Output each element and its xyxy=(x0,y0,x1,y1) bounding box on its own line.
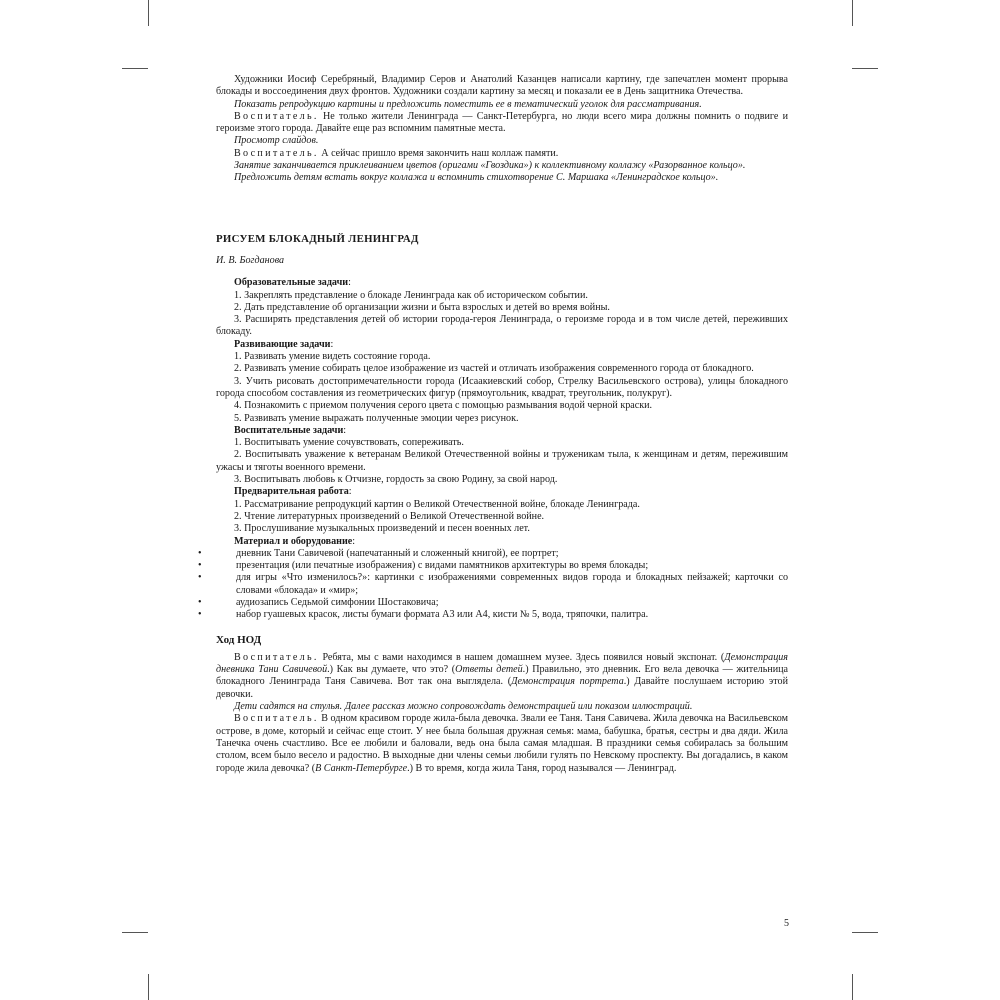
list-item: 1. Развивать умение видеть состояние города. xyxy=(234,351,431,363)
list-item: 3. Прослушивание музыкальных произведений и песен военных лет. xyxy=(234,523,530,535)
speaker-text: Не только жители Ленинграда — Санкт-Петербурга, но люди всего мира должны помнить о подвиге и героизме этого города. Давайте еще раз вспомним памятные места. xyxy=(216,110,788,135)
heading-materials xyxy=(216,536,788,548)
crop-mark-top-right-h xyxy=(852,68,878,69)
paragraph-collage-end: Занятие заканчивается приклеиванием цветов (оригами «Гвоздика») к коллективному коллажу «Разорванное кольцо». xyxy=(234,160,746,172)
heading-preliminary-work xyxy=(216,486,788,498)
list-item: 3. Воспитывать любовь к Отчизне, гордость за свою Родину, за свой народ. xyxy=(234,474,558,486)
crop-mark-top-left-h xyxy=(122,68,148,69)
crop-mark-top-left xyxy=(148,0,149,26)
list-item: 2. Развивать умение собирать целое изображение из частей и отличать изображения современного города от блокадного. xyxy=(234,363,754,375)
text-fragment: .) Как вы думаете, что это? ( xyxy=(327,664,456,676)
list-item: 5. Развивать умение выражать полученные эмоции через рисунок. xyxy=(234,412,519,424)
text-fragment: .) В то время, когда жила Таня, город назывался — Ленинград. xyxy=(407,762,677,774)
heading-colon: : xyxy=(343,424,347,436)
paragraph-marshak: Предложить детям встать вокруг коллажа и вспомнить стихотворение С. Маршака «Ленинградское кольцо». xyxy=(234,172,719,184)
heading-text: Материал и оборудование xyxy=(234,535,353,547)
speaker-label: Воспитатель. xyxy=(234,713,319,725)
section-title: РИСУЕМ БЛОКАДНЫЙ ЛЕНИНГРАД xyxy=(216,232,419,245)
italic-fragment: В Санкт-Петербурге xyxy=(315,762,408,774)
crop-mark-bottom-right-h xyxy=(852,932,878,933)
list-item: 3. Расширять представления детей об истории города-героя Ленинграда, о героизме города и в том числе детей, переживших блокаду. xyxy=(216,314,788,338)
heading-colon: : xyxy=(352,535,356,547)
text-fragment: Ребята, мы с вами находимся в нашем домашнем музее. Здесь появился новый экспонат. ( xyxy=(318,651,725,663)
text-fragment: .) Давайте послушаем историю этой девочки. xyxy=(216,676,788,700)
heading-upbringing-tasks xyxy=(216,425,788,437)
heading-educational-tasks xyxy=(216,277,788,289)
heading-text: Развивающие задачи xyxy=(234,338,331,350)
paragraph-museum xyxy=(216,652,788,701)
paragraph-artists: Художники Иосиф Серебряный, Владимир Серов и Анатолий Казанцев написали картину, где запечатлен момент прорыва блокады и воссоединения двух фронтов. Художники создали картину за месяц и показали ее в День защитника Отечества. xyxy=(216,74,788,98)
bullet-item: • дневник Тани Савичевой (напечатанный и сложенный книгой), ее портрет; xyxy=(216,548,788,560)
speaker-label: Воспитатель. xyxy=(234,110,319,122)
heading-colon: : xyxy=(348,277,351,289)
speaker-label: Воспитатель. xyxy=(234,147,319,159)
text-fragment: .) Правильно, это дневник. Его вела девочка — жительница блокадного Ленинграда Таня Савичева. Вот так она выглядела. ( xyxy=(216,664,789,688)
heading-developing-tasks xyxy=(216,339,788,351)
crop-mark-bottom-left-h xyxy=(122,932,148,933)
paragraph-slides: Просмотр слайдов. xyxy=(234,135,319,147)
crop-mark-bottom-left xyxy=(148,974,149,1000)
heading-text: Образовательные задачи xyxy=(234,277,349,289)
heading-text: Воспитательные задачи xyxy=(234,424,344,436)
list-item: 1. Воспитывать умение сочувствовать, сопереживать. xyxy=(234,437,464,449)
list-item: 2. Дать представление об организации жизни и быта взрослых и детей во время войны. xyxy=(234,301,610,313)
heading-text: Предварительная работа xyxy=(234,486,349,498)
paragraph-story xyxy=(216,713,788,774)
list-item: 3. Учить рисовать достопримечательности города (Исаакиевский собор, Стрелку Васильевского острова), улицы блокадного города способом составления из геометрических фигур (прямоугольник, квадрат, треугольник, полукруг). xyxy=(216,375,788,399)
bullet-item: • презентация (или печатные изображения) с видами памятников архитектуры во время блокады; xyxy=(216,560,788,572)
paragraph-teacher-collage xyxy=(216,148,788,160)
page-content xyxy=(216,74,788,775)
bullet-item: • набор гуашевых красок, листы бумаги формата А3 или А4, кисти № 5, вода, тряпочки, палитра. xyxy=(216,609,788,621)
italic-fragment: Демонстрация портрета xyxy=(511,676,624,688)
bullet-item: • для игры «Что изменилось?»: картинки с изображениями современных видов города и блокадных пейзажей; карточки со словами «блокада» и «мир»; xyxy=(216,572,788,597)
italic-fragment: Ответы детей xyxy=(455,664,523,676)
page-number: 5 xyxy=(784,918,789,929)
italic-fragment: Демонстрация дневника Тани Савичевой xyxy=(216,651,788,676)
list-item: 2. Чтение литературных произведений о Великой Отечественной войне. xyxy=(234,510,545,522)
bullet-item: • аудиозапись Седьмой симфонии Шостаковича; xyxy=(216,597,788,609)
crop-mark-top-right xyxy=(852,0,853,26)
speaker-text: А сейчас пришло время закончить наш коллаж памяти. xyxy=(318,147,559,159)
author-name: И. В. Богданова xyxy=(216,254,285,266)
text-fragment: В одном красивом городе жила-была девочка. Звали ее Таня. Таня Савичева. Жила девочка на Васильевском острове, в доме, который и сейчас еще стоит. У нее была большая дружная семья: мама, бабушка, братья, сестры и два дяди. Жила Танечка очень счастливо. Все ее любили и баловали, ведь она была самая младшая. В праздники семья собиралась за большим столом, всем было весело и радостно. В выходные дни члены семьи любили гулять по Невскому проспекту. Вы догадались, в каком городе жила девочка? ( xyxy=(216,713,788,774)
paragraph-children-sit: Дети садятся на стулья. Далее рассказ можно сопровождать демонстрацией или показом иллюстраций. xyxy=(234,701,693,713)
speaker-label: Воспитатель. xyxy=(234,651,319,663)
materials-list xyxy=(216,548,788,622)
list-item: 2. Воспитывать уважение к ветеранам Великой Отечественной войны и труженикам тыла, к женщинам и детям, пережившим ужасы и тяготы военного времени. xyxy=(216,449,788,473)
list-item: 1. Закреплять представление о блокаде Ленинграда как об историческом событии. xyxy=(234,289,588,301)
list-item: 4. Познакомить с приемом получения серого цвета с помощью размывания водой черной краски. xyxy=(234,400,653,412)
crop-mark-bottom-right xyxy=(852,974,853,1000)
heading-colon: : xyxy=(330,338,334,350)
paragraph-teacher-memory xyxy=(216,111,788,136)
list-item: 1. Рассматривание репродукций картин о Великой Отечественной войне, блокаде Ленинграда. xyxy=(234,498,640,510)
paragraph-instruction-reproduction: Показать репродукцию картины и предложить поместить ее в тематический уголок для рассматривания. xyxy=(234,98,702,110)
heading-colon: : xyxy=(348,486,352,498)
subsection-title: Ход НОД xyxy=(216,633,262,646)
